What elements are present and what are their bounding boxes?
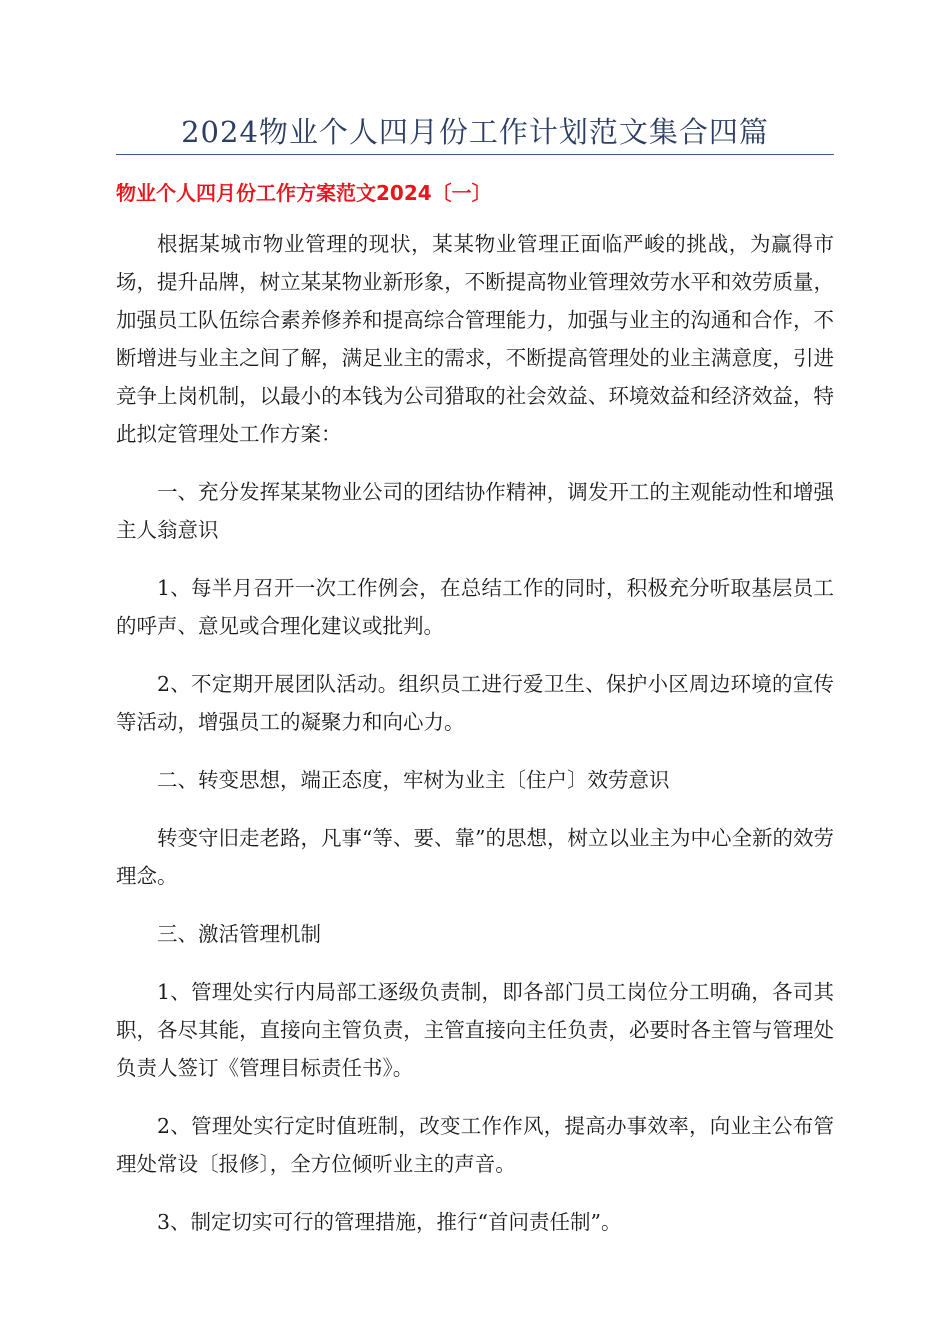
paragraph-point-3-1: 1、管理处实行内局部工逐级负责制，即各部门员工岗位分工明确，各司其职，各尽其能，直接向主管负责，主管直接向主任负责，必要时各主管与管理处负责人签订《管理目标责任书》。 [116,980,834,1080]
paragraph-point-1: 一、充分发挥某某物业公司的团结协作精神，调发开工的主观能动性和增强主人翁意识 [116,480,834,542]
document-body [116,225,834,1261]
paragraph-point-1-1: 1、每半月召开一次工作例会，在总结工作的同时，积极充分听取基层员工的呼声、意见或合理化建议或批判。 [116,576,834,638]
paragraph-point-3-2: 2、管理处实行定时值班制，改变工作作风，提高办事效率，向业主公布管理处常设〔报修〕，全方位倾听业主的声音。 [116,1114,834,1176]
paragraph-point-2: 二、转变思想，端正态度，牢树为业主〔住户〕效劳意识 [157,768,670,792]
document-title: 2024物业个人四月份工作计划范文集合四篇 [181,115,769,149]
paragraph-intro: 根据某城市物业管理的现状，某某物业管理正面临严峻的挑战，为赢得市场，提升品牌，树立某某物业新形象，不断提高物业管理效劳水平和效劳质量，加强员工队伍综合素养修养和提高综合管理能力，加强与业主的沟通和合作，不断增进与业主之间了解，满足业主的需求，不断提高管理处的业主满意度，引进竞争上岗机制，以最小的本钱为公司猎取的社会效益、环境效益和经济效益，特此拟定管理处工作方案： [116,232,834,446]
paragraph-point-1-2: 2、不定期开展团队活动。组织员工进行爱卫生、保护小区周边环境的宣传等活动，增强员工的凝聚力和向心力。 [116,672,834,734]
paragraph-point-3-3: 3、制定切实可行的管理措施，推行“首问责任制”。 [157,1210,622,1234]
paragraph-point-2-body: 转变守旧走老路，凡事“等、要、靠”的思想，树立以业主为中心全新的效劳理念。 [116,826,834,888]
paragraph-point-3: 三、激活管理机制 [157,922,321,946]
title-underline [116,154,834,155]
section-heading: 物业个人四月份工作方案范文2024〔一〕 [116,181,492,205]
